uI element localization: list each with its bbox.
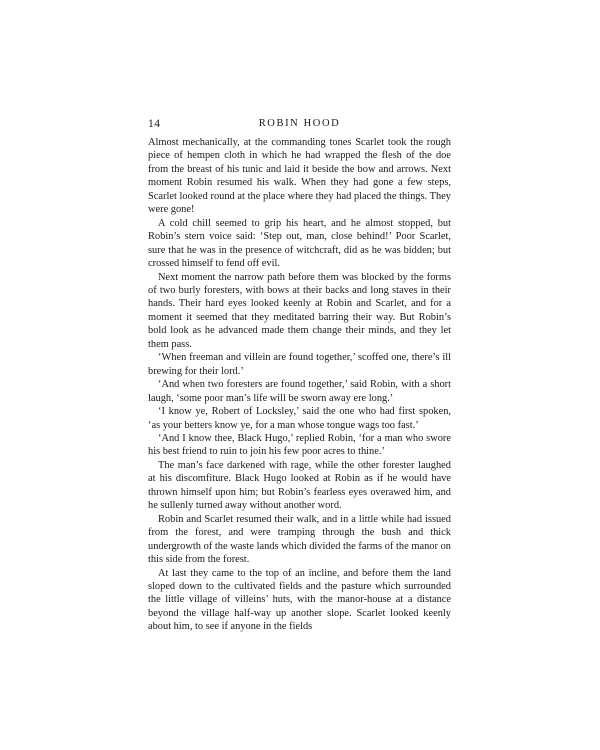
paragraph: Next moment the narrow path before them was blocked by the forms of two burly foresters, with bows at their backs and long staves in their hands. Their hard eyes looked keenly at Robin and Scarlet, and for a moment it seemed that they meditated barring their way. But Robin’s bold look as he advanced made them change their minds, and they let them pass.	[148, 271, 451, 350]
paragraph: A cold chill seemed to grip his heart, and he almost stopped, but Robin’s stern voice said: ‘Step out, man, close behind!’ Poor Scarlet, sure that he was in the presence of witchcraft, did as he was bidden; but crossed himself to fend off evil.	[148, 217, 451, 270]
paragraph: ‘When freeman and villein are found together,’ scoffed one, there’s ill brewing for their lord.’	[148, 352, 451, 377]
running-head	[148, 118, 451, 134]
paragraph: Robin and Scarlet resumed their walk, and in a little while had issued from the forest, and were tramping through the bush and thick undergrowth of the waste lands which divided the farms of the manor on this side from the forest.	[148, 513, 451, 566]
book-page	[148, 118, 451, 634]
paragraph: ‘I know ye, Robert of Locksley,’ said the one who had first spoken, ‘as your betters know ye, for a man whose tongue wags too fast.’	[148, 406, 451, 431]
paragraph: ‘And I know thee, Black Hugo,’ replied Robin, ‘for a man who swore his best friend to ruin to join his few poor acres to thine.’	[148, 432, 451, 458]
paragraph: At last they came to the top of an incline, and before them the land sloped down to the cultivated fields and the pasture which surrounded the little village of villeins’ huts, with the manor-house at a distance beyond the village half-way up another slope. Scarlet looked keenly about him, to see if anyone in the fields	[148, 567, 451, 633]
paragraph: ‘And when two foresters are found together,’ said Robin, with a short laugh, ‘some poor man’s life will be sworn away ere long.’	[148, 379, 451, 404]
paragraph: The man’s face darkened with rage, while the other forester laughed at his discomfiture. Black Hugo looked at Robin as if he would have thrown himself upon him; but Robin’s fearless eyes overawed him, and he sullenly turned away without another word.	[148, 459, 451, 512]
page-number: 14	[148, 118, 161, 130]
body-text	[148, 136, 451, 634]
paragraph: Almost mechanically, at the commanding tones Scarlet took the rough piece of hempen cloth in which he had wrapped the flesh of the doe from the breast of his tunic and laid it beside the bow and arrows. Next moment Robin resumed his walk. When they had gone a few steps, Scarlet looked round at the place where they had placed the things. They were gone!	[148, 137, 451, 216]
running-title: ROBIN HOOD	[258, 118, 341, 129]
